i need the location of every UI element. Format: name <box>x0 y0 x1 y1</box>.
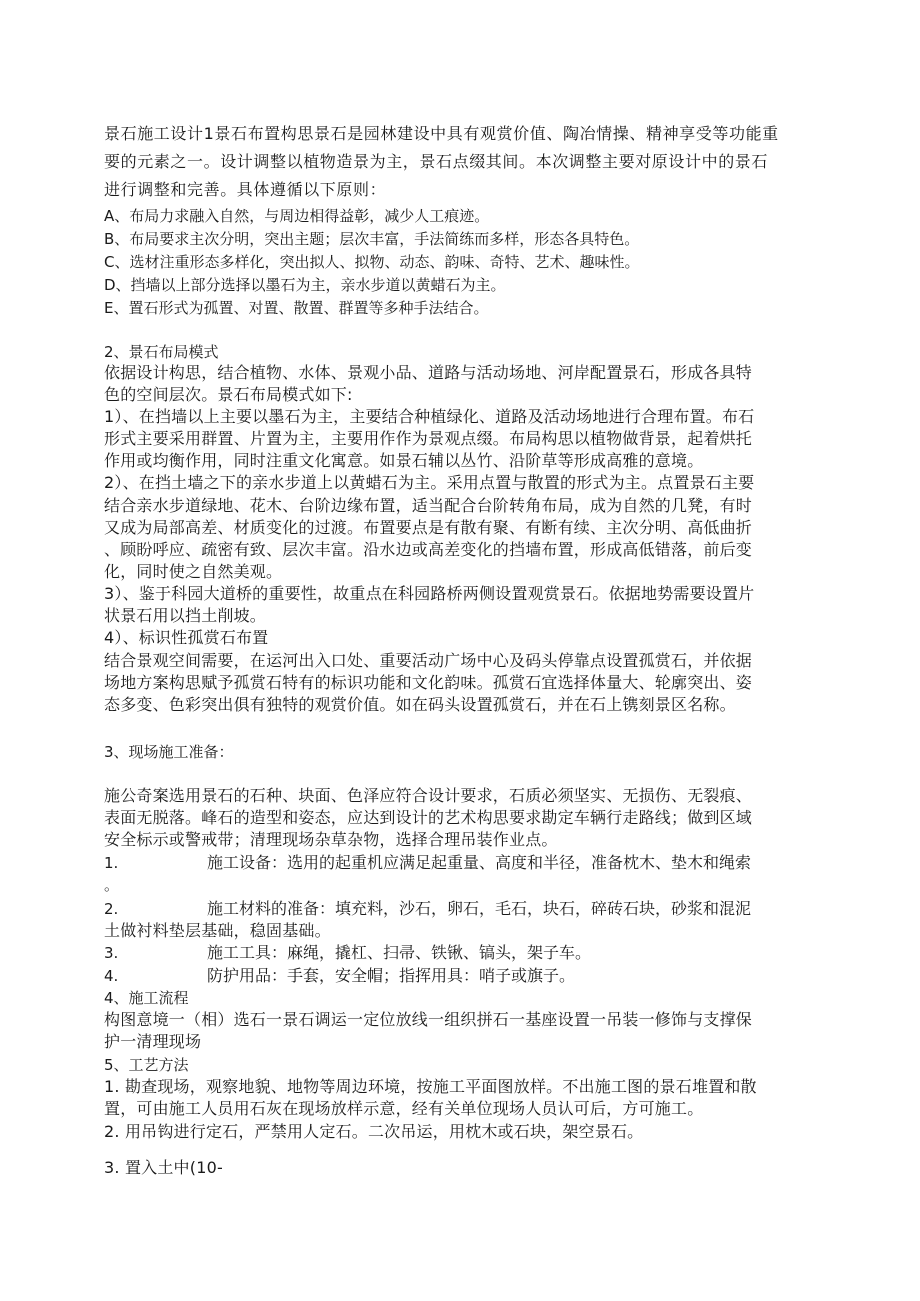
body-line: 3. 置入土中(10- <box>104 1158 223 1177</box>
body-line: 又成为局部高差、材质变化的过渡。布置要点是有散有聚、有断有续、主次分明、高低曲折 <box>104 518 753 537</box>
list-item-text: 施工材料的准备：填充料，沙石，卵石，毛石，块石，碎砖石块，砂浆和混泥 <box>207 899 752 918</box>
body-line: 结合景观空间需要，在运河出入口处、重要活动广场中心及码头停靠点设置孤赏石，并依据 <box>104 651 753 670</box>
intro-line: 景石施工设计1景石布置构思景石是园林建设中具有观赏价值、陶冶情操、精神享受等功能重 <box>104 124 779 143</box>
principle-line: C、选材注重形态多样化，突出拟人、拟物、动态、韵味、奇特、艺术、趣味性。 <box>104 253 640 271</box>
body-line: 4）、标识性孤赏石布置 <box>104 628 269 647</box>
body-line: 状景石用以挡土削坡。 <box>104 606 267 625</box>
list-item-cont: 土做衬料垫层基础，稳固基础。 <box>104 921 331 940</box>
principle-line: B、布局要求主次分明，突出主题；层次丰富，手法简练而多样，形态各具特色。 <box>104 230 640 248</box>
section-heading: 3、现场施工准备： <box>104 743 234 761</box>
body-line: 2. 用吊钩进行定石，严禁用人定石。二次吊运，用枕木或石块，架空景石。 <box>104 1122 644 1141</box>
body-line: 、顾盼呼应、疏密有致、层次丰富。沿水边或高差变化的挡墙布置，形成高低错落，前后变 <box>104 540 753 559</box>
principle-line: D、挡墙以上部分选择以墨石为主，亲水步道以黄蜡石为主。 <box>104 276 506 294</box>
body-line: 置，可由施工人员用石灰在现场放样示意，经有关单位现场人员认可后，方可施工。 <box>104 1099 704 1118</box>
body-line: 形式主要采用群置、片置为主，主要用作作为景观点缀。布局构思以植物做背景，起着烘托 <box>104 429 753 448</box>
body-line: 施公奇案选用景石的石种、块面、色泽应符合设计要求，石质必须坚实、无损伤、无裂痕、 <box>104 786 753 805</box>
body-line: 作用或均衡作用，同时注重文化寓意。如景石辅以丛竹、沿阶草等形成高雅的意境。 <box>104 451 704 470</box>
body-line: 2）、在挡土墙之下的亲水步道上以黄蜡石为主。采用点置与散置的形式为主。点置景石主要 <box>104 473 755 492</box>
body-line: 化，同时使之自然美观。 <box>104 562 283 581</box>
principle-line: E、置石形式为孤置、对置、散置、群置等多种手法结合。 <box>104 299 489 317</box>
list-item-text: 防护用品：手套，安全帽；指挥用具：哨子或旗子。 <box>207 966 576 985</box>
body-line: 表面无脱落。峰石的造型和姿态，应达到设计的艺术构思要求勘定车辆行走路线；做到区域 <box>104 808 753 827</box>
list-item-text: 施工设备：选用的起重机应满足起重量、高度和半径，准备枕木、垫木和绳索 <box>207 853 752 872</box>
intro-line: 进行调整和完善。具体遵循以下原则： <box>104 180 387 199</box>
list-number: 2. <box>104 900 119 918</box>
intro-line: 要的元素之一。设计调整以植物造景为主，景石点缀其间。本次调整主要对原设计中的景石 <box>104 152 769 171</box>
body-line: 3）、鉴于科园大道桥的重要性，故重点在科园路桥两侧设置观赏景石。依据地势需要设置片 <box>104 584 755 603</box>
section-heading: 2、景石布局模式 <box>104 343 219 361</box>
body-line: 依据设计构思，结合植物、水体、景观小品、道路与活动场地、河岸配置景石，形成各具特 <box>104 363 753 382</box>
list-number: 1. <box>104 854 119 872</box>
body-line: 态多变、色彩突出俱有独特的观赏价值。如在码头设置孤赏石，并在石上镌刻景区名称。 <box>104 695 736 714</box>
body-line: 场地方案构思赋予孤赏石特有的标识功能和文化韵味。孤赏石宜选择体量大、轮廓突出、姿 <box>104 673 753 692</box>
body-line: 护一清理现场 <box>104 1032 202 1051</box>
body-line: 1）、在挡墙以上主要以墨石为主，主要结合种植绿化、道路及活动场地进行合理布置。布石 <box>104 407 755 426</box>
list-number: 4. <box>104 967 119 985</box>
list-item-cont: 。 <box>104 876 120 894</box>
body-line: 构图意境一（相）选石一景石调运一定位放线一组织拼石一基座设置一吊装一修饰与支撑保 <box>104 1010 753 1029</box>
list-number: 3. <box>104 944 119 962</box>
body-line: 1. 勘查现场，观察地貌、地物等周边环境，按施工平面图放样。不出施工图的景石堆置和散 <box>104 1077 757 1096</box>
body-line: 安全标示或警戒带；清理现场杂草杂物，选择合理吊装作业点。 <box>104 830 558 849</box>
section-heading: 4、施工流程 <box>104 989 189 1007</box>
principle-line: A、布局力求融入自然，与周边相得益彰，减少人工痕迹。 <box>104 207 490 225</box>
section-heading: 5、工艺方法 <box>104 1056 189 1074</box>
body-line: 结合亲水步道绿地、花木、台阶边缘布置，适当配合台阶转角布局，成为自然的几凳，有时 <box>104 496 753 515</box>
body-line: 色的空间层次。景石布局模式如下: <box>104 385 353 404</box>
list-item-text: 施工工具：麻绳，撬杠、扫帚、铁锹、镐头，架子车。 <box>207 943 592 962</box>
